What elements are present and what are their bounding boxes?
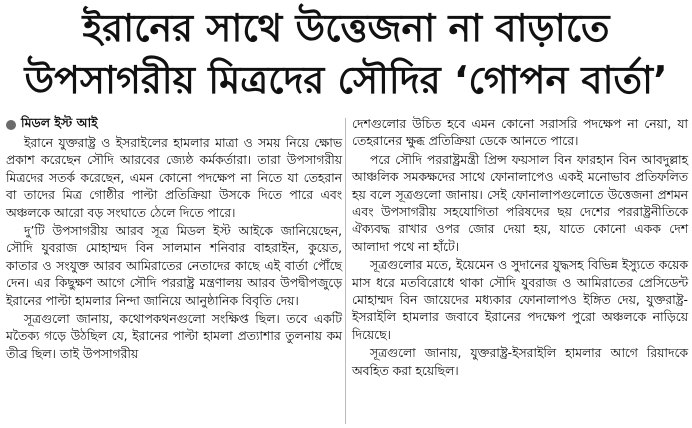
- paragraph: সূত্রগুলোর মতে, ইয়েমেন ও সুদানের যুদ্ধসহ বিভিন্ন ইস্যুতে কয়েক মাস ধরে মতবিরোধে থাকা সৌদি যুবরাজ ও আমিরাতের প্রেসিডেন্ট মোহাম্মদ বিন জায়েদের মধ্যকার ফোনালাপও ইঙ্গিত দেয়, যুক্তরাষ্ট্র-ইসরাইলি হামলার জবাবে ইরানের পদক্ষেপ পুরো অঞ্চলকে নাড়িয়ে দিয়েছে।: [352, 258, 688, 342]
- column-divider: [345, 118, 346, 424]
- bullet-icon: [6, 120, 16, 130]
- paragraph: সূত্রগুলো জানায়, যুক্তরাষ্ট্র-ইসরাইলি হামলার আগে রিয়াদকে অবহিত করা হয়েছিল।: [352, 346, 688, 378]
- paragraph: পরে সৌদি পররাষ্ট্রমন্ত্রী প্রিন্স ফয়সাল বিন ফারহান বিন আবদুল্লাহ আঞ্চলিক সমকক্ষদের সাথে ফোনালাপেও একই মনোভাব প্রতিফলিত হয় বলে সূত্রগুলো জানায়। সেই ফোনালাপগুলোতে উত্তেজনা প্রশমন এবং উপসাগরীয় সহযোগিতা পরিষদের ছয় দেশের পররাষ্ট্রনীতিকে ঐক্যবদ্ধ রাখার ওপর জোর দেয়া হয়, যাতে কোনো একক দেশ আলাদা পথে না হাঁটে।: [352, 152, 688, 254]
- headline-line-2: উপসাগরীয় মিত্রদের সৌদির ‘গোপন বার্তা’: [24, 58, 668, 102]
- byline-source: মিডল ইস্ট আই: [21, 115, 98, 130]
- article-column-right: [352, 116, 688, 381]
- article-column-left: [6, 116, 342, 364]
- paragraph: দু’টি উপসাগরীয় আরব সূত্র মিডল ইস্ট আইকে জানিয়েছেন, সৌদি যুবরাজ মোহাম্মদ বিন সালমান শনিবার বাহরাইন, কুয়েত, কাতার ও সংযুক্ত আরব আমিরাতের নেতাদের কাছে এই বার্তা পৌঁছে দেন। এর কিছুক্ষণ আগে সৌদি পররাষ্ট্র মন্ত্রণালয় আরব উপদ্বীপজুড়ে ইরানের পাল্টা হামলার নিন্দা জানিয়ে আনুষ্ঠানিক বিবৃতি দেয়।: [6, 224, 342, 308]
- paragraph: ইরানে যুক্তরাষ্ট্র ও ইসরাইলের হামলার মাত্রা ও সময় নিয়ে ক্ষোভ প্রকাশ করেছেন সৌদি আরবের জ্যেষ্ঠ কর্মকর্তারা। তারা উপসাগরীয় মিত্রদের সতর্ক করেছেন, এমন কোনো পদক্ষেপ না নিতে যা তেহরান বা তাদের মিত্র গোষ্ঠীর পাল্টা প্রতিক্রিয়া উসকে দিতে পারে এবং অঞ্চলকে আরো বড় সংঘাতে ঠেলে দিতে পারে।: [6, 136, 342, 220]
- paragraph: সূত্রগুলো জানায়, কথোপকথনগুলো সংক্ষিপ্ত ছিল। তবে একটি মতৈক্য গড়ে উঠছিল যে, ইরানের পাল্টা হামলা প্রত্যাশার তুলনায় কম তীব্র ছিল। তাই উপসাগরীয়: [6, 312, 342, 361]
- headline-line-1: ইরানের সাথে উত্তেজনা না বাড়াতে: [82, 6, 610, 50]
- byline: [6, 116, 342, 134]
- paragraph: দেশগুলোর উচিত হবে এমন কোনো সরাসরি পদক্ষেপ না নেয়া, যা তেহরানের ক্ষুব্ধ প্রতিক্রিয়া ডেকে আনতে পারে।: [352, 117, 688, 149]
